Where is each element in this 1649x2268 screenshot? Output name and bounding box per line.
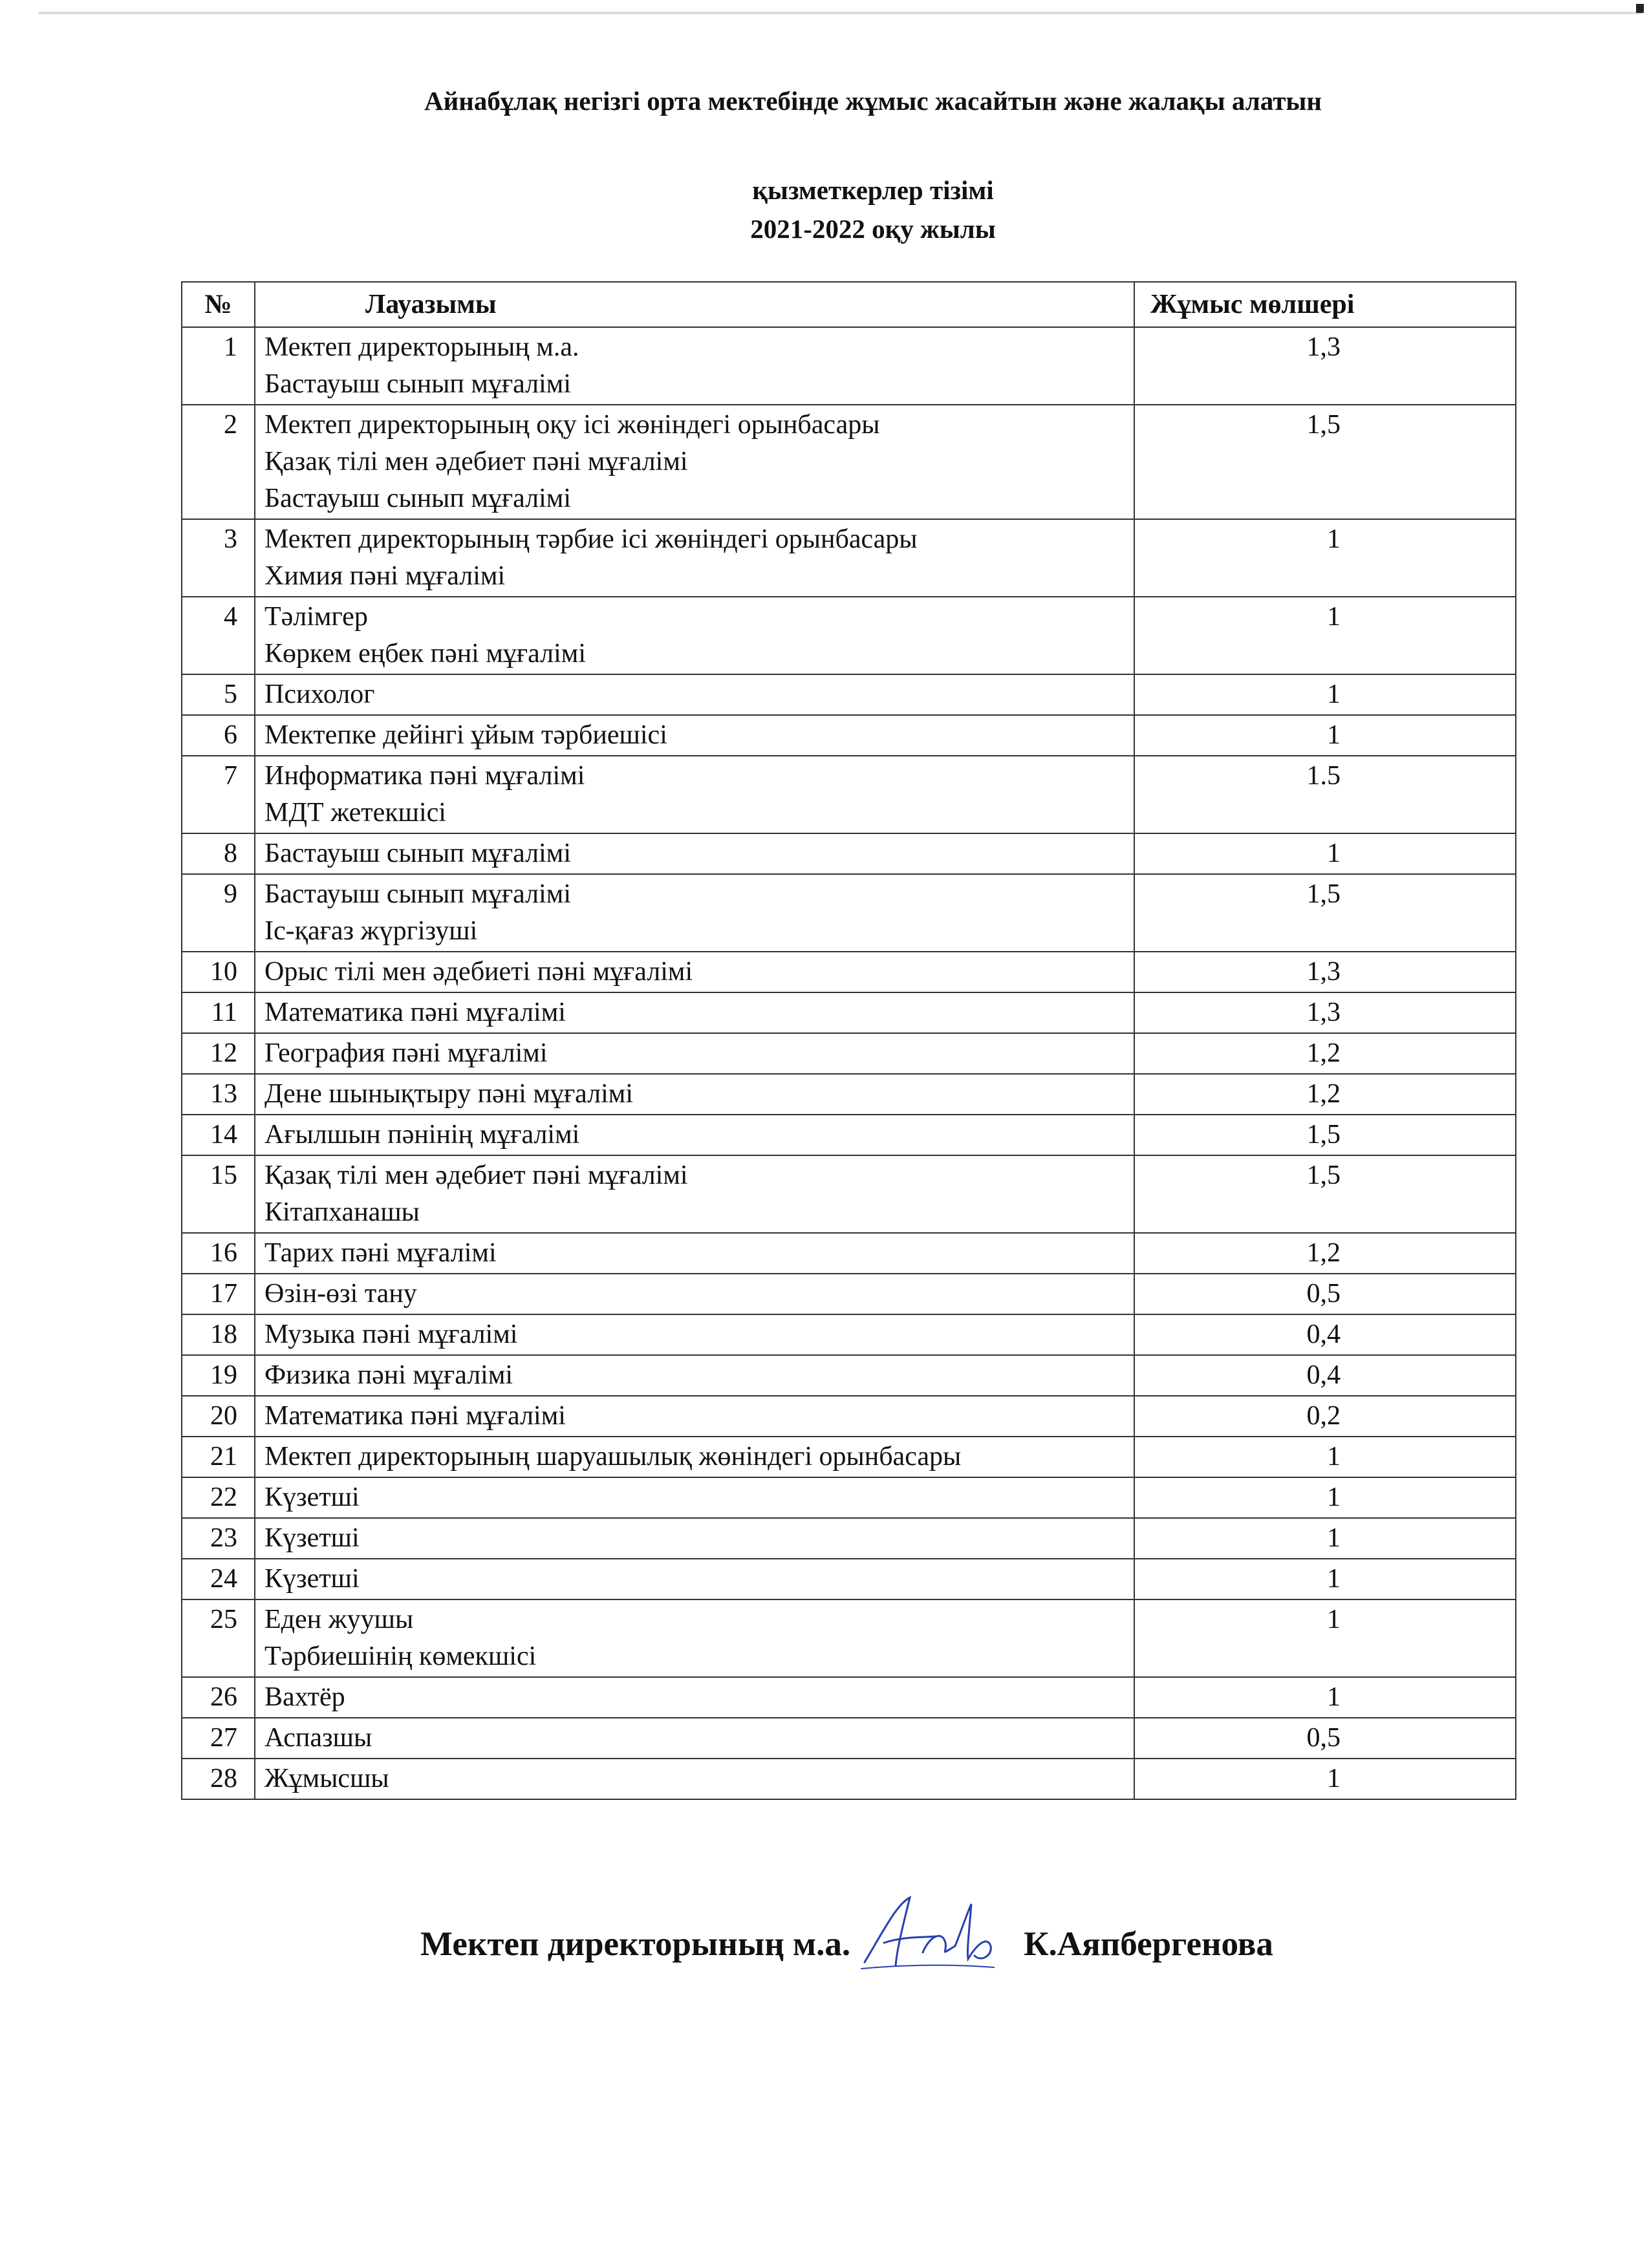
document-title-year: 2021-2022 оқу жылы	[750, 214, 996, 244]
table-row	[182, 1518, 1516, 1559]
position-title: Математика пәні мұғалімі	[264, 1401, 566, 1431]
position-title: Психолог	[264, 679, 375, 709]
row-positions	[255, 833, 1134, 874]
position-title: Ағылшын пәнінің мұғалімі	[264, 1120, 580, 1150]
row-rate: 1,5	[1134, 405, 1516, 519]
row-rate: 1	[1134, 1759, 1516, 1799]
row-positions	[255, 756, 1134, 833]
row-rate: 1,5	[1134, 874, 1516, 952]
table-row	[182, 1396, 1516, 1437]
position-title: Іс-қағаз жүргізуші	[264, 916, 478, 946]
position-title: Тәрбиешінің көмекшісі	[264, 1642, 537, 1671]
position-title: Қазақ тілі мен әдебиет пәні мұғалімі	[264, 1161, 688, 1190]
row-rate: 0,5	[1134, 1718, 1516, 1759]
table-row	[182, 1437, 1516, 1477]
row-positions	[255, 1718, 1134, 1759]
position-title: Аспазшы	[264, 1723, 372, 1753]
row-rate: 1,3	[1134, 952, 1516, 992]
position-title: Еден жуушы	[264, 1605, 414, 1634]
row-positions	[255, 405, 1134, 519]
table-row	[182, 1599, 1516, 1677]
row-rate: 1,3	[1134, 992, 1516, 1033]
header-number: №	[182, 282, 255, 327]
table-row	[182, 1314, 1516, 1355]
row-rate: 1	[1134, 674, 1516, 715]
row-number: 23	[182, 1518, 255, 1559]
row-positions	[255, 1437, 1134, 1477]
table-row	[182, 1115, 1516, 1155]
position-title: Химия пәні мұғалімі	[264, 561, 506, 591]
table-row	[182, 1355, 1516, 1396]
row-number: 24	[182, 1559, 255, 1599]
position-title: Көркем еңбек пәні мұғалімі	[264, 639, 587, 669]
table-row	[182, 715, 1516, 756]
table-row	[182, 1155, 1516, 1233]
row-number: 18	[182, 1314, 255, 1355]
row-rate: 0,2	[1134, 1396, 1516, 1437]
table-row	[182, 1074, 1516, 1115]
staff-table	[181, 281, 1516, 1800]
row-number: 9	[182, 874, 255, 952]
position-title: Бастауыш сынып мұғалімі	[264, 484, 572, 513]
position-title: Кітапханашы	[264, 1197, 420, 1227]
table-row	[182, 1233, 1516, 1274]
row-rate: 1	[1134, 1677, 1516, 1718]
row-number: 8	[182, 833, 255, 874]
position-title: Күзетші	[264, 1482, 360, 1512]
row-rate: 1	[1134, 1599, 1516, 1677]
row-number: 16	[182, 1233, 255, 1274]
table-row	[182, 327, 1516, 405]
row-number: 11	[182, 992, 255, 1033]
row-positions	[255, 327, 1134, 405]
row-positions	[255, 1677, 1134, 1718]
row-number: 25	[182, 1599, 255, 1677]
table-row	[182, 1759, 1516, 1799]
row-number: 5	[182, 674, 255, 715]
row-rate: 1,2	[1134, 1074, 1516, 1115]
row-rate: 0,4	[1134, 1355, 1516, 1396]
row-rate: 1	[1134, 597, 1516, 674]
position-title: Тарих пәні мұғалімі	[264, 1238, 497, 1268]
row-number: 15	[182, 1155, 255, 1233]
position-title: Орыс тілі мен әдебиеті пәні мұғалімі	[264, 957, 693, 987]
row-number: 10	[182, 952, 255, 992]
row-rate: 1,2	[1134, 1033, 1516, 1074]
row-rate: 1	[1134, 519, 1516, 597]
row-number: 14	[182, 1115, 255, 1155]
table-row	[182, 1274, 1516, 1314]
table-row	[182, 756, 1516, 833]
position-title: Қазақ тілі мен әдебиет пәні мұғалімі	[264, 447, 688, 476]
table-row	[182, 952, 1516, 992]
row-number: 2	[182, 405, 255, 519]
header-rate: Жұмыс мөлшері	[1134, 282, 1516, 327]
row-rate: 1	[1134, 1518, 1516, 1559]
position-title: Бастауыш сынып мұғалімі	[264, 839, 572, 868]
table-row	[182, 519, 1516, 597]
row-positions	[255, 992, 1134, 1033]
position-title: Музыка пәні мұғалімі	[264, 1320, 518, 1349]
row-positions	[255, 597, 1134, 674]
position-title: Мектеп директорының шаруашылық жөніндегі орынбасары	[264, 1442, 962, 1471]
table-row	[182, 1718, 1516, 1759]
row-number: 3	[182, 519, 255, 597]
signature-label: Мектеп директорының м.а.	[420, 1925, 851, 1963]
table-row	[182, 1559, 1516, 1599]
position-title: Мектеп директорының м.а.	[264, 332, 579, 362]
document-title-line-1: Айнабұлақ негізгі орта мектебінде жұмыс жасайтын және жалақы алатын	[424, 86, 1322, 116]
position-title: Информатика пәні мұғалімі	[264, 761, 585, 791]
row-positions	[255, 1599, 1134, 1677]
row-rate: 1,5	[1134, 1155, 1516, 1233]
row-rate: 1,5	[1134, 1115, 1516, 1155]
signature-block	[420, 1891, 1273, 1963]
row-rate: 1	[1134, 1559, 1516, 1599]
row-positions	[255, 1759, 1134, 1799]
row-positions	[255, 1518, 1134, 1559]
row-number: 22	[182, 1477, 255, 1518]
row-number: 28	[182, 1759, 255, 1799]
row-positions	[255, 1033, 1134, 1074]
row-positions	[255, 1074, 1134, 1115]
row-positions	[255, 1115, 1134, 1155]
row-number: 1	[182, 327, 255, 405]
row-number: 7	[182, 756, 255, 833]
document-title-line-2: қызметкерлер тізімі	[752, 175, 994, 205]
scan-corner-mark	[1636, 4, 1644, 13]
row-rate: 1,3	[1134, 327, 1516, 405]
position-title: Бастауыш сынып мұғалімі	[264, 879, 572, 909]
table-row	[182, 1677, 1516, 1718]
row-number: 27	[182, 1718, 255, 1759]
position-title: Дене шынықтыру пәні мұғалімі	[264, 1079, 634, 1109]
row-rate: 1	[1134, 715, 1516, 756]
position-title: Күзетші	[264, 1523, 360, 1553]
position-title: Бастауыш сынып мұғалімі	[264, 369, 572, 399]
table-row	[182, 992, 1516, 1033]
row-positions	[255, 952, 1134, 992]
position-title: Мектеп директорының тәрбие ісі жөніндегі орынбасары	[264, 524, 918, 554]
row-positions	[255, 874, 1134, 952]
row-positions	[255, 1314, 1134, 1355]
row-positions	[255, 519, 1134, 597]
position-title: Өзін-өзі тану	[264, 1279, 417, 1309]
row-rate: 1.5	[1134, 756, 1516, 833]
row-rate: 0,5	[1134, 1274, 1516, 1314]
row-rate: 0,4	[1134, 1314, 1516, 1355]
table-row	[182, 833, 1516, 874]
position-title: Тәлімгер	[264, 602, 368, 632]
row-positions	[255, 1396, 1134, 1437]
row-number: 17	[182, 1274, 255, 1314]
table-header-row	[182, 282, 1516, 327]
row-number: 13	[182, 1074, 255, 1115]
position-title: Күзетші	[264, 1564, 360, 1594]
row-rate: 1	[1134, 1437, 1516, 1477]
row-rate: 1,2	[1134, 1233, 1516, 1274]
row-positions	[255, 1355, 1134, 1396]
handwritten-signature-icon	[858, 1891, 1000, 1982]
row-number: 21	[182, 1437, 255, 1477]
row-positions	[255, 1233, 1134, 1274]
position-title: Мектеп директорының оқу ісі жөніндегі орынбасары	[264, 410, 880, 440]
header-position: Лауазымы	[255, 282, 1134, 327]
row-number: 26	[182, 1677, 255, 1718]
position-title: Математика пәні мұғалімі	[264, 998, 566, 1027]
table-row	[182, 405, 1516, 519]
position-title: Жұмысшы	[264, 1764, 389, 1793]
row-number: 20	[182, 1396, 255, 1437]
position-title: МДТ жетекшісі	[264, 798, 446, 828]
table-row	[182, 597, 1516, 674]
row-positions	[255, 1477, 1134, 1518]
row-positions	[255, 1559, 1134, 1599]
scan-edge-line	[39, 12, 1643, 14]
row-positions	[255, 674, 1134, 715]
position-title: Физика пәні мұғалімі	[264, 1360, 513, 1390]
row-number: 19	[182, 1355, 255, 1396]
row-rate: 1	[1134, 833, 1516, 874]
table-row	[182, 674, 1516, 715]
row-positions	[255, 1274, 1134, 1314]
row-number: 12	[182, 1033, 255, 1074]
table-row	[182, 874, 1516, 952]
table-row	[182, 1033, 1516, 1074]
position-title: География пәні мұғалімі	[264, 1038, 548, 1068]
row-positions	[255, 1155, 1134, 1233]
position-title: Вахтёр	[264, 1682, 345, 1712]
row-number: 6	[182, 715, 255, 756]
row-number: 4	[182, 597, 255, 674]
row-rate: 1	[1134, 1477, 1516, 1518]
row-positions	[255, 715, 1134, 756]
director-name: К.Аяпбергенова	[1024, 1925, 1273, 1963]
table-row	[182, 1477, 1516, 1518]
position-title: Мектепке дейінгі ұйым тәрбиешісі	[264, 720, 667, 750]
